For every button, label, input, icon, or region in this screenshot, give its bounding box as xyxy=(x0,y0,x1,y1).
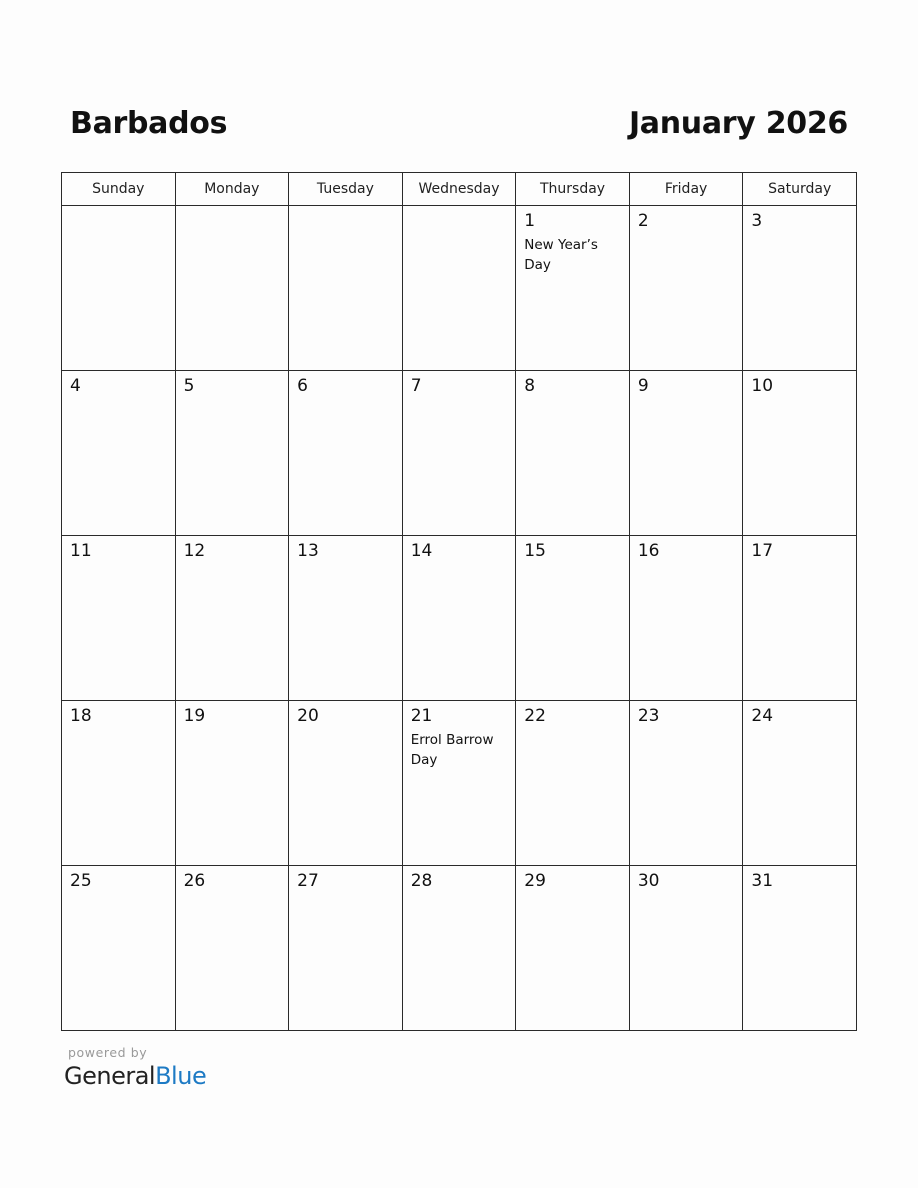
day-cell xyxy=(743,371,857,536)
day-cell xyxy=(62,701,176,866)
weekday-header: Sunday xyxy=(62,173,176,206)
day-cell xyxy=(629,206,743,371)
weekday-header: Thursday xyxy=(516,173,630,206)
holiday-label: Errol Barrow Day xyxy=(410,732,494,768)
day-cell xyxy=(743,866,857,1031)
day-cell xyxy=(743,536,857,701)
day-number: 29 xyxy=(524,871,546,891)
weekday-header: Wednesday xyxy=(402,173,516,206)
day-cell xyxy=(402,371,516,536)
day-number: 12 xyxy=(183,541,206,561)
weekday-header-row xyxy=(62,173,857,206)
day-number: 16 xyxy=(637,541,660,561)
holiday-label: New Year’s Day xyxy=(524,237,598,273)
day-number: 14 xyxy=(410,541,433,561)
day-number: 10 xyxy=(751,376,774,396)
day-number: 2 xyxy=(637,211,649,231)
day-cell xyxy=(516,701,630,866)
day-number: 8 xyxy=(524,376,536,396)
day-cell xyxy=(516,866,630,1031)
day-number: 20 xyxy=(297,706,319,726)
day-number: 18 xyxy=(70,706,92,726)
brand-part-blue: Blue xyxy=(155,1062,207,1090)
day-cell xyxy=(402,536,516,701)
day-cell xyxy=(62,371,176,536)
day-number: 30 xyxy=(637,871,660,891)
day-cell xyxy=(629,371,743,536)
day-cell xyxy=(62,536,176,701)
day-number: 3 xyxy=(751,211,763,231)
brand-part-general: General xyxy=(64,1062,156,1090)
day-number: 11 xyxy=(70,541,92,561)
day-cell xyxy=(402,866,516,1031)
day-number: 5 xyxy=(183,376,195,396)
day-cell xyxy=(289,206,403,371)
day-cell xyxy=(175,701,289,866)
calendar-grid xyxy=(61,172,857,1031)
day-cell xyxy=(175,206,289,371)
week-row xyxy=(62,866,857,1031)
day-number: 9 xyxy=(637,376,649,396)
day-number: 25 xyxy=(70,871,92,891)
day-number: 26 xyxy=(183,871,206,891)
day-cell xyxy=(629,866,743,1031)
day-number: 31 xyxy=(751,871,774,891)
week-row xyxy=(62,701,857,866)
month-year-title: January 2026 xyxy=(628,106,848,141)
day-cell xyxy=(516,536,630,701)
powered-by-text: powered by xyxy=(68,1045,148,1060)
day-cell xyxy=(289,866,403,1031)
calendar-header xyxy=(70,104,848,148)
day-cell xyxy=(289,536,403,701)
day-cell xyxy=(289,701,403,866)
day-number: 13 xyxy=(297,541,319,561)
day-cell xyxy=(402,701,516,866)
day-number: 17 xyxy=(751,541,774,561)
weekday-header: Monday xyxy=(175,173,289,206)
day-cell xyxy=(62,866,176,1031)
day-cell xyxy=(175,536,289,701)
weekday-header: Saturday xyxy=(743,173,857,206)
day-number: 4 xyxy=(70,376,81,396)
day-cell xyxy=(289,371,403,536)
day-cell xyxy=(62,206,176,371)
day-number: 1 xyxy=(524,211,536,231)
day-number: 27 xyxy=(297,871,319,891)
day-cell xyxy=(402,206,516,371)
day-number: 23 xyxy=(637,706,660,726)
day-cell xyxy=(629,536,743,701)
day-cell xyxy=(743,701,857,866)
day-cell xyxy=(629,701,743,866)
week-row xyxy=(62,206,857,371)
day-cell xyxy=(516,371,630,536)
day-number: 19 xyxy=(183,706,206,726)
day-cell xyxy=(743,206,857,371)
day-number: 21 xyxy=(410,706,433,726)
week-row xyxy=(62,536,857,701)
day-number: 22 xyxy=(524,706,546,726)
day-number: 15 xyxy=(524,541,546,561)
weekday-header: Tuesday xyxy=(289,173,403,206)
weekday-header: Friday xyxy=(629,173,743,206)
day-cell xyxy=(516,206,630,371)
day-number: 28 xyxy=(410,871,433,891)
generalblue-logo xyxy=(64,1062,206,1090)
country-title: Barbados xyxy=(70,106,228,141)
day-number: 7 xyxy=(410,376,422,396)
week-row xyxy=(62,371,857,536)
day-number: 24 xyxy=(751,706,774,726)
day-cell xyxy=(175,371,289,536)
day-cell xyxy=(175,866,289,1031)
day-number: 6 xyxy=(297,376,308,396)
footer-branding xyxy=(64,1045,206,1090)
